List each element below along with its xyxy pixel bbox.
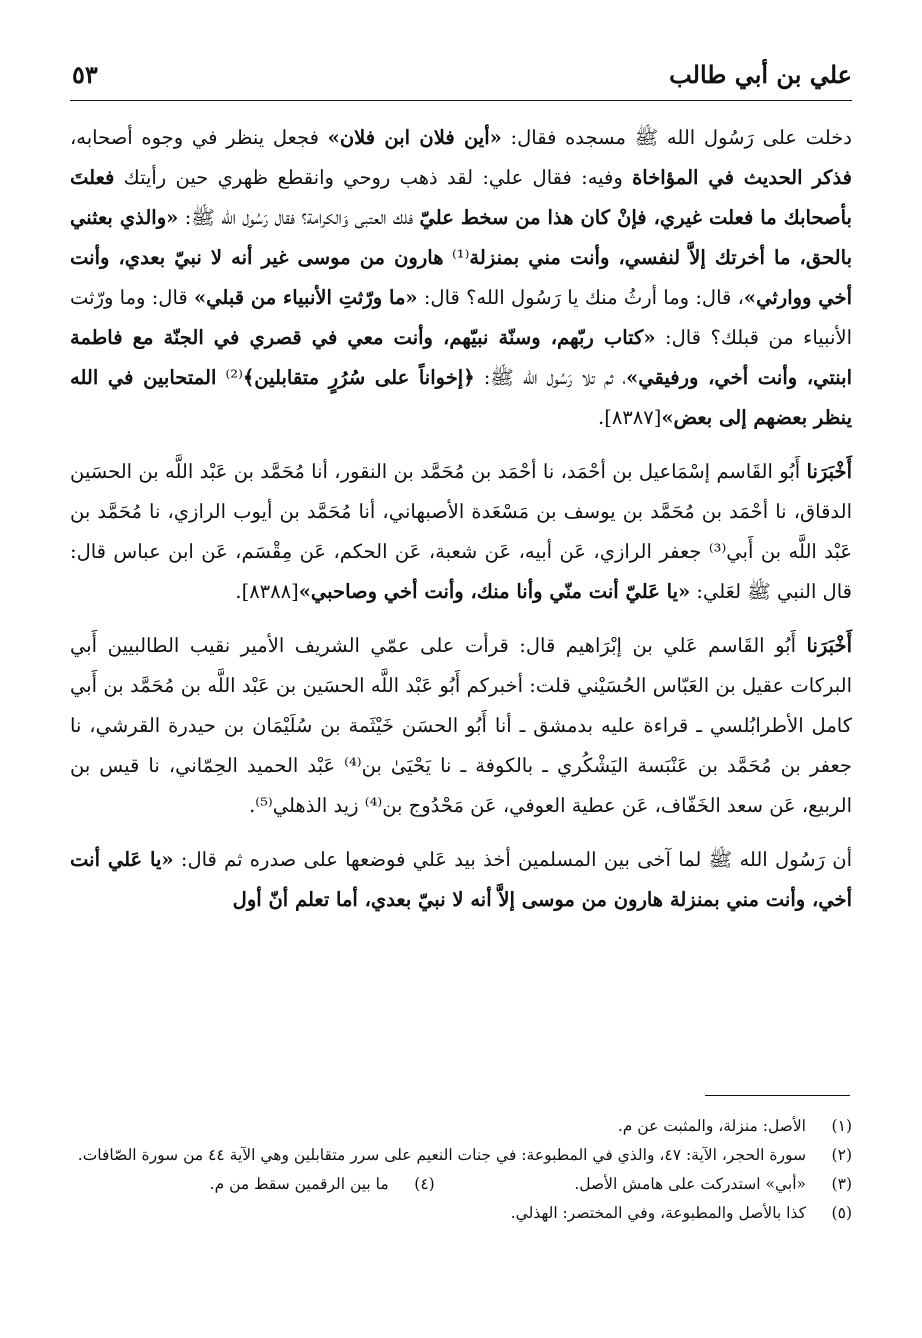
footnote-number: (٥)	[831, 1204, 852, 1222]
footnote	[70, 1141, 852, 1170]
text-run: ، ثم تلا رَسُول الله ﷺ:	[474, 366, 627, 389]
footnote-row	[70, 1170, 852, 1199]
footnote	[435, 1170, 852, 1199]
footnote-text: كذا بالأصل والمطبوعة، وفي المختصر: الهذلي.	[510, 1204, 806, 1222]
bold-text-run: ﴿إخواناً على سُرُرٍ متقابلين﴾	[242, 366, 475, 389]
footnote	[70, 1170, 435, 1199]
text-run: فجعل ينظر في وجوه أصحابه،	[70, 126, 328, 149]
text-run: أَبُو القَاسم إسْمَاعيل بن أحْمَد، نا أحْمَد بن مُحَمَّد بن النقور، أنا مُحَمَّد بن عَبْد اللَّه بن الحسَين الدقاق، نا أحْمَد بن مُحَمَّد بن يوسف بن مَسْعَدة الأصبهاني، أنا مُحَمَّد بن أيوب الرازي، نا مُحَمَّد بن عَبْد اللَّه بن أَبي⁽³⁾ جعفر الرازي، عَن أبيه، عَن شعبة، عَن الحكم، عَن مِقْسَم، عَن ابن عباس قال: قال النبي ﷺ لعَلي:	[70, 460, 852, 603]
footnote-divider	[705, 1095, 850, 1096]
footnote-number: (٣)	[831, 1175, 852, 1193]
text-run: [٨٣٨٧].	[598, 406, 662, 429]
page-number: ٥٣	[72, 60, 98, 89]
text-run: دخلت على رَسُول الله ﷺ مسجده فقال:	[501, 126, 852, 149]
text-run: فلك العتبى وَالكرامة؟ فقال رَسُول الله ﷺ:	[178, 206, 420, 229]
page-header	[70, 58, 852, 101]
main-text	[70, 118, 852, 934]
bold-text-run: «أين فلان ابن فلان»	[327, 126, 502, 149]
text-run: ⁽¹⁾	[443, 246, 470, 269]
text-run: قال: وما ورّثت الأنبياء من قبلك؟ قال:	[70, 286, 852, 349]
bold-text-run: فذكر الحديث في المؤاخاة	[632, 166, 853, 189]
bold-text-run: المتحابين في الله ينظر بعضهم إلى بعض»	[70, 366, 852, 429]
bold-text-run: «يا عَلي أنت أخي، وأنت مني بمنزلة هارون من موسى إلاَّ أنه لا نبيّ بعدي، أما تعلم أنّ أول	[70, 848, 852, 911]
paragraph	[70, 840, 852, 920]
paragraph	[70, 626, 852, 826]
footnote-number: (١)	[831, 1117, 852, 1135]
bold-text-run: «يا عَليّ أنت منّي وأنا منك، وأنت أخي وصاحبي»	[298, 580, 691, 603]
text-run: [٨٣٨٨].	[235, 580, 299, 603]
footnote-number: (٤)	[414, 1175, 435, 1193]
bold-text-run: أَخْبَرَنا	[806, 460, 852, 483]
footnote	[70, 1112, 852, 1141]
bold-text-run: «والذي بعثني بالحق، ما أخرتك إلاَّ لنفسي، وأنت مني بمنزلة	[70, 206, 852, 269]
text-run: وفيه: فقال علي: لقد ذهب روحي وانقطع ظهري حين رأيتك	[114, 166, 633, 189]
bold-text-run: «كتاب ربّهم، وسنّة نبيّهم، وأنت معي في قصري في الجنّة مع فاطمة ابنتي، وأنت أخي، ورفيقي»	[70, 326, 853, 389]
text-run: ⁽²⁾	[216, 366, 243, 389]
footnote	[70, 1199, 852, 1228]
bold-text-run: هارون من موسى غير أنه لا نبيّ بعدي، وأنت أخي ووارثي»	[70, 246, 853, 309]
footnote-number: (٢)	[831, 1146, 852, 1164]
footnote-text: الأصل: منزلة، والمثبت عن م.	[617, 1117, 806, 1135]
bold-text-run: أَخْبَرَنا	[806, 634, 852, 657]
paragraph	[70, 118, 852, 438]
footnotes	[70, 1112, 852, 1228]
text-run: أَبُو القَاسم عَلي بن إبْرَاهيم قال: قرأت على عمّي الشريف الأمير نقيب الطالبيين أَبي البركات عقيل بن العَبّاس الحُسَيْني قلت: أخبركم أَبُو عَبْد اللَّه الحسَين بن عَبْد اللَّه بن مُحَمَّد بن أَبي كامل الأطرابُلسي ـ قراءة عليه بدمشق ـ أنا أَبُو الحسَن خَيْثَمة بن سُلَيْمَان بن حيدرة القرشي، نا جعفر بن مُحَمَّد بن عَنْبَسة اليَشْكُري ـ بالكوفة ـ نا يَحْيَىٰ بن⁽⁴⁾ عَبْد الحميد الحِمّاني، نا قيس بن الربيع، عَن سعد الخَفّاف، عَن عطية العوفي، عَن مَحْدُوج بن⁽⁴⁾ زيد الذهلي⁽⁵⁾.	[70, 634, 852, 817]
footnote-text: ما بين الرقمين سقط من م.	[209, 1175, 389, 1193]
bold-text-run: «ما ورّثتِ الأنبياء من قبلي»	[193, 286, 418, 309]
bold-text-run: فعلتَ بأصحابك ما فعلت غيري، فإنْ كان هذا من سخط عليّ	[70, 166, 852, 229]
text-run: ، قال: وما أرثُ منك يا رَسُول الله؟ قال:	[417, 286, 744, 309]
footnote-text: «أبي» استدركت على هامش الأصل.	[574, 1175, 806, 1193]
paragraph	[70, 452, 852, 612]
text-run: أن رَسُول الله ﷺ لما آخى بين المسلمين أخذ بيد عَلي فوضعها على صدره ثم قال:	[173, 848, 852, 871]
running-title: علي بن أبي طالب	[669, 60, 852, 89]
footnote-text: سورة الحجر، الآية: ٤٧، والذي في المطبوعة: في جنات النعيم على سرر متقابلين وهي الآية ٤٤ من سورة الصّافات.	[77, 1146, 806, 1164]
